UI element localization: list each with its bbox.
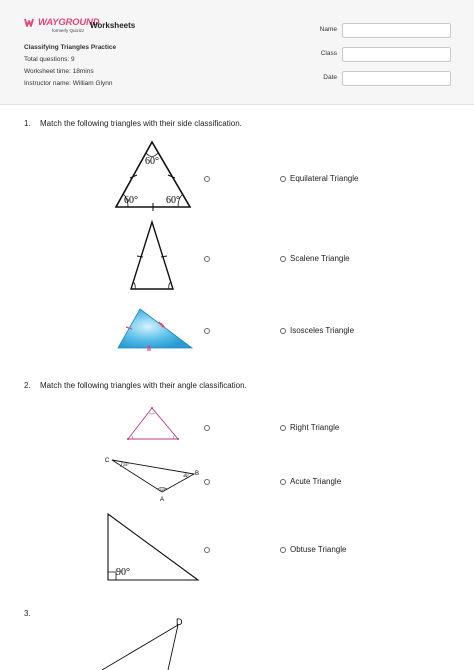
q1-option-scalene[interactable]: Scalene Triangle xyxy=(290,254,350,263)
q1-left-radio-2[interactable] xyxy=(204,256,210,262)
q2-left-radio-3[interactable] xyxy=(204,547,210,553)
blue-scalene-triangle-figure xyxy=(114,305,202,355)
worksheet-time: Worksheet time: 18mins xyxy=(24,68,94,75)
class-label: Class xyxy=(320,50,337,57)
name-field[interactable] xyxy=(342,23,451,38)
q1-option-radio-1[interactable] xyxy=(280,176,286,182)
q1-option-radio-2[interactable] xyxy=(280,256,286,262)
date-label: Date xyxy=(323,74,337,81)
vertex-d-label: D xyxy=(176,617,183,627)
angle-c-label: 25° xyxy=(123,462,130,467)
question-3-number: 3. xyxy=(24,609,31,618)
q2-left-radio-1[interactable] xyxy=(204,425,210,431)
logo-subtitle: formerly Quizizz xyxy=(52,28,85,33)
total-questions: Total questions: 9 xyxy=(24,56,75,63)
instructor-name: Instructor name: William Glynn xyxy=(24,80,113,87)
equilateral-triangle-figure xyxy=(110,138,195,213)
tall-isosceles-triangle-figure xyxy=(125,218,180,293)
vertex-b-label: B xyxy=(195,471,200,477)
vertex-c-label: C xyxy=(105,458,110,464)
q2-option-radio-2[interactable] xyxy=(280,479,286,485)
q2-option-obtuse[interactable]: Obtuse Triangle xyxy=(290,545,347,554)
q1-option-equilateral[interactable]: Equilateral Triangle xyxy=(290,174,359,183)
q1-option-radio-3[interactable] xyxy=(280,328,286,334)
small-acute-triangle-figure xyxy=(122,404,186,444)
question-3-triangle-figure xyxy=(96,615,196,670)
logo-text: WAYGROUND xyxy=(38,17,100,28)
right-angle-label: 90° xyxy=(116,567,130,578)
obtuse-triangle-abc-figure xyxy=(104,454,204,504)
q2-option-right[interactable]: Right Triangle xyxy=(290,423,340,432)
angle-a-label: 115° xyxy=(159,487,167,492)
question-2-text: Match the following triangles with their angle classification. xyxy=(40,381,247,390)
vertex-a-label: A xyxy=(160,497,165,503)
angle-b-label: 40° xyxy=(183,473,190,478)
q2-option-radio-1[interactable] xyxy=(280,425,286,431)
eq-top-angle: 60° xyxy=(145,156,159,167)
name-label: Name xyxy=(319,26,337,33)
q2-option-radio-3[interactable] xyxy=(280,547,286,553)
question-2-number: 2. xyxy=(24,381,31,390)
q1-left-radio-1[interactable] xyxy=(204,176,210,182)
product-title: Worksheets xyxy=(90,21,136,30)
right-triangle-figure xyxy=(102,510,202,585)
eq-left-angle: 60° xyxy=(124,195,138,206)
class-field[interactable] xyxy=(342,47,451,62)
q2-option-acute[interactable]: Acute Triangle xyxy=(290,477,342,486)
q2-left-radio-2[interactable] xyxy=(204,479,210,485)
date-field[interactable] xyxy=(342,71,451,86)
question-1-text: Match the following triangles with their side classification. xyxy=(40,119,242,128)
q1-left-radio-3[interactable] xyxy=(204,328,210,334)
logo-mark-icon xyxy=(24,17,36,28)
worksheet-header xyxy=(0,0,474,105)
question-1-number: 1. xyxy=(24,119,31,128)
q1-option-isosceles[interactable]: Isosceles Triangle xyxy=(290,326,355,335)
worksheet-title: Classifying Triangles Practice xyxy=(24,44,117,51)
eq-right-angle: 60° xyxy=(166,195,180,206)
brand-logo xyxy=(24,17,99,28)
